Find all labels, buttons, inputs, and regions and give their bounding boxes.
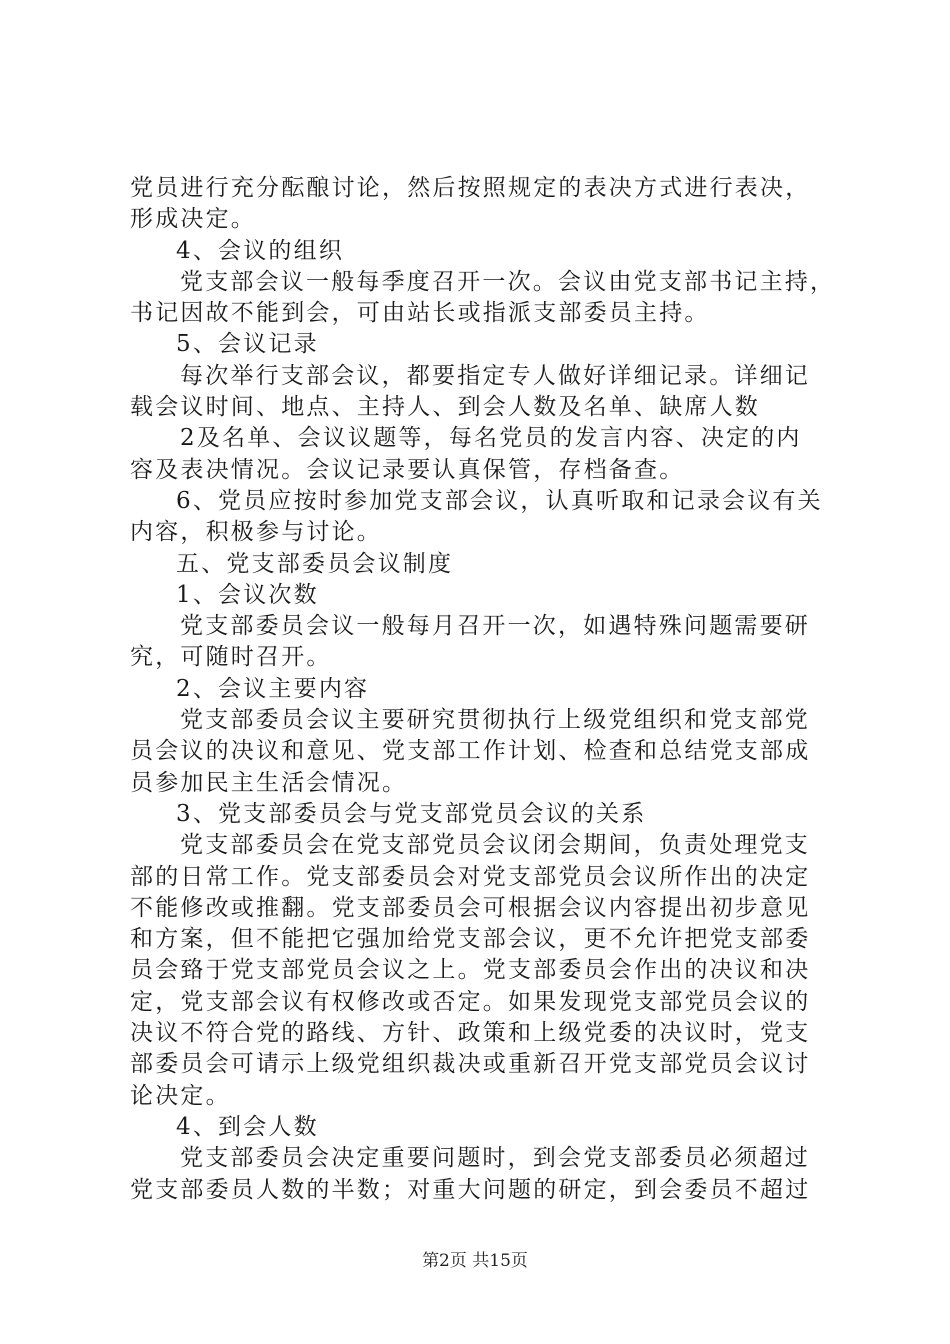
text-line: 载会议时间、地点、主持人、到会人数及名单、缺席人数 bbox=[130, 394, 760, 421]
text-line: 党支部委员会决定重要问题时，到会党支部委员必须超过 bbox=[180, 1145, 810, 1172]
text-line: 容及表决情况。会议记录要认真保管，存档备查。 bbox=[130, 456, 685, 483]
text-line: 3、党支部委员会与党支部党员会议的关系 bbox=[176, 800, 647, 827]
text-line: 党员进行充分酝酿讨论，然后按照规定的表决方式进行表决， bbox=[130, 175, 811, 201]
text-line: 每次举行支部会议，都要指定专人做好详细记录。详细记 bbox=[180, 362, 810, 389]
text-line: 书记因故不能到会，可由站长或指派支部委员主持。 bbox=[130, 300, 710, 327]
text-line: 员会议的决议和意见、党支部工作计划、检查和总结党支部成 bbox=[130, 738, 811, 765]
text-line: 究，可随时召开。 bbox=[130, 644, 332, 671]
text-line: 不能修改或推翻。党支部委员会可根据会议内容提出初步意见 bbox=[130, 894, 811, 921]
text-line: 党支部委员会议一般每月召开一次，如遇特殊问题需要研 bbox=[180, 613, 810, 640]
text-line: 决议不符合党的路线、方针、政策和上级党委的决议时，党支 bbox=[130, 1020, 811, 1047]
text-line: 部委员会可请示上级党组织裁决或重新召开党支部党员会议讨 bbox=[130, 1051, 811, 1078]
text-line: 形成决定。 bbox=[130, 206, 256, 233]
text-line: 内容，积极参与讨论。 bbox=[130, 519, 382, 546]
text-line: 党支部会议一般每季度召开一次。会议由党支部书记主持， bbox=[180, 268, 836, 295]
text-line: 6、党员应按时参加党支部会议，认真听取和记录会议有关 bbox=[176, 487, 823, 514]
text-line: 和方案，但不能把它强加给党支部会议，更不允许把党支部委 bbox=[130, 926, 811, 953]
text-line: 部的日常工作。党支部委员会对党支部党员会议所作出的决定 bbox=[130, 863, 811, 890]
text-line: 党支部委员人数的半数；对重大问题的研定，到会委员不超过 bbox=[130, 1176, 811, 1203]
text-line: 员会臵于党支部党员会议之上。党支部委员会作出的决议和决 bbox=[130, 957, 811, 984]
text-line: 五、党支部委员会议制度 bbox=[176, 550, 454, 577]
page-footer: 第2页 共15页 bbox=[422, 1251, 528, 1271]
text-line: 5、会议记录 bbox=[176, 331, 319, 358]
body-text bbox=[130, 173, 835, 1206]
text-line: 2及名单、会议议题等，每名党员的发言内容、决定的内 bbox=[180, 425, 802, 452]
text-line: 论决定。 bbox=[130, 1082, 231, 1109]
text-line: 员参加民主生活会情况。 bbox=[130, 769, 408, 796]
text-line: 1、会议次数 bbox=[176, 581, 319, 608]
text-line: 4、到会人数 bbox=[176, 1113, 319, 1140]
text-line: 党支部委员会在党支部党员会议闭会期间，负责处理党支 bbox=[180, 832, 810, 859]
text-line: 4、会议的组织 bbox=[176, 237, 345, 264]
text-line: 定，党支部会议有权修改或否定。如果发现党支部党员会议的 bbox=[130, 988, 811, 1015]
text-line: 党支部委员会议主要研究贯彻执行上级党组织和党支部党 bbox=[180, 707, 810, 734]
text-line: 2、会议主要内容 bbox=[176, 675, 370, 702]
